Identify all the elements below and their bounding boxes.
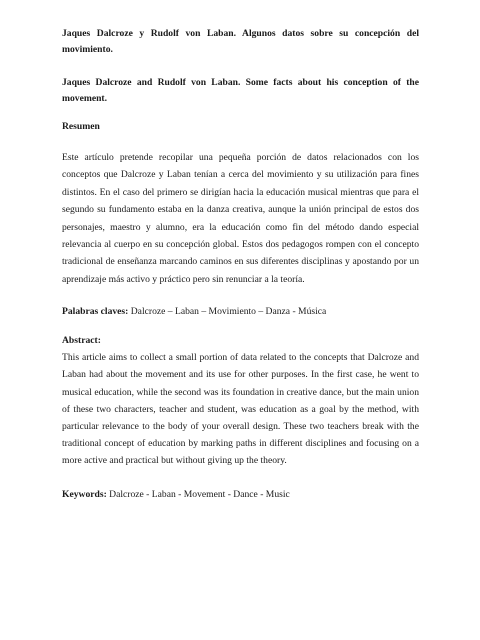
keywords-english-value: Dalcroze - Laban - Movement - Dance - Music [106, 488, 290, 500]
keywords-english-label: Keywords: [62, 488, 107, 500]
keywords-spanish [62, 305, 419, 319]
resumen-body: Este artículo pretende recopilar una pequeña porción de datos relacionados con los conceptos que Dalcroze y Laban tenían a cerca del movimiento y su utilización para fines distintos. En el caso del primero se dirigían hacia la educación musical mientras que para el segundo su fundamento estaba en la danza creativa, aunque la unión principal de estos dos personajes, maestro y alumno, era la educación como fin del método dando especial relevancia al cuerpo en su concepción global. Estos dos pedagogos rompen con el concepto tradicional de enseñanza marcando caminos en sus diferentes disciplinas y apostando por un aprendizaje más activo y práctico pero sin renunciar a la teoría. [62, 152, 419, 285]
abstract-heading: Abstract: [62, 335, 101, 347]
keywords-spanish-value: Dalcroze – Laban – Movimiento – Danza - Música [128, 306, 327, 318]
keywords-spanish-label: Palabras claves: [62, 306, 129, 318]
document-page [62, 26, 419, 502]
resumen-heading: Resumen [62, 121, 100, 132]
abstract-body: This article aims to collect a small portion of data related to the concepts that Dalcroze and Laban had about the movement and its use for other purposes. In the first case, he went to musical education, while the second was its foundation in creative dance, but the main union of these two characters, teacher and student, was education as a goal by the method, with particular relevance to the body of your overall design. These two teachers break with the traditional concept of education by marking paths in different disciplines and focusing on a more active and practical but without giving up the theory. [62, 352, 419, 467]
keywords-english [62, 488, 419, 502]
title-spanish: Jaques Dalcroze y Rudolf von Laban. Algunos datos sobre su concepción del movimiento. [62, 28, 419, 55]
title-english: Jaques Dalcroze and Rudolf von Laban. Some facts about his conception of the movement. [62, 77, 419, 104]
